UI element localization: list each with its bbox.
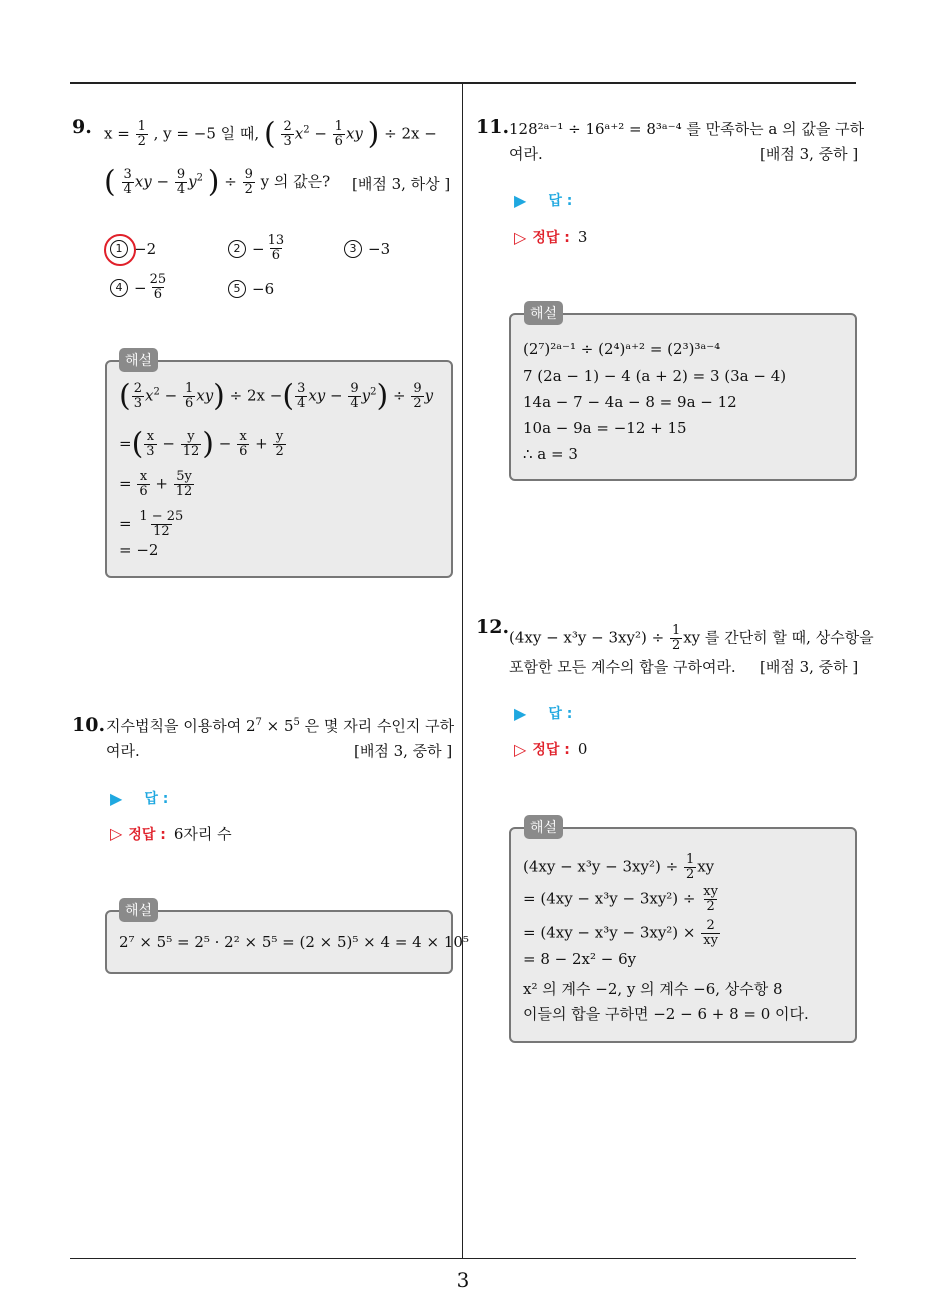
question-10-number: 10. [72, 714, 106, 736]
choice-number: 5 [228, 280, 246, 298]
question-9-solution-box [105, 360, 453, 578]
numerator: 5y [176, 469, 192, 484]
denominator: 12 [175, 484, 193, 499]
question-9-solution-tab: 해설 [119, 348, 158, 372]
answer-label: 답 : [144, 791, 169, 807]
fraction [273, 430, 285, 459]
choice-4[interactable] [110, 273, 169, 302]
sol11-line5: ∴ a = 3 [523, 445, 578, 463]
question-10-correct-row [110, 823, 232, 844]
question-10-line2: 여라. [106, 742, 140, 760]
play-arrow-icon: ▶ [110, 788, 123, 808]
denominator: 2 [244, 182, 253, 197]
sol11-line4: 10a − 9a = −12 + 15 [523, 419, 687, 437]
fraction [701, 919, 720, 948]
exponent: 2 [303, 124, 310, 136]
fraction [148, 273, 169, 302]
question-10-line1 [106, 716, 454, 736]
question-9-number: 9. [72, 116, 92, 138]
denominator: 2 [413, 396, 422, 411]
top-rule [70, 82, 856, 84]
fraction [181, 430, 202, 459]
paren-open: ( [131, 426, 144, 462]
play-arrow-icon: ▶ [514, 703, 527, 723]
var: xy [345, 124, 363, 143]
fraction [295, 382, 307, 411]
numerator: 2 [133, 381, 142, 396]
answer-label: 답 : [548, 706, 573, 722]
question-12-line1 [509, 624, 874, 653]
choice-sign: − [252, 239, 265, 258]
fraction [175, 168, 187, 197]
sol-text: ÷ 2x − [224, 386, 283, 405]
question-12-line2: 포함한 모든 계수의 합을 구하여라. [509, 658, 736, 676]
sol-text: = [119, 434, 132, 453]
q12-text: xy 를 간단히 할 때, 상수항을 [683, 628, 874, 647]
q9-text: ÷ 2x − [384, 124, 437, 143]
sol-text: = (4xy − x³y − 3xy²) × [523, 923, 701, 942]
numerator: 9 [413, 381, 422, 396]
denominator: 12 [182, 444, 200, 459]
paren-open: ( [119, 378, 131, 414]
denominator: 6 [184, 396, 194, 411]
fraction [266, 234, 287, 263]
fraction [411, 382, 423, 411]
sol9-line1: ( $\frac{2}{3}$ $x^2$ − $\frac{1}{6}$ xy) ÷ 2x −( $\frac{3}{4}$ xy − $\frac{9}{4}$ $y^2$) ÷ $\frac{9}{2}$ y [119, 378, 434, 414]
numerator: 1 [685, 852, 695, 867]
sol-text: = [119, 514, 132, 533]
outline-arrow-icon: ▷ [514, 739, 527, 759]
denominator: 6 [271, 248, 280, 263]
numerator: 1 [671, 623, 681, 638]
correct-value: 6자리 수 [173, 825, 232, 843]
denominator: 12 [153, 524, 170, 539]
correct-label: 정답 : [128, 826, 166, 843]
question-11-solution-tab: 해설 [524, 301, 563, 325]
choice-1[interactable] [110, 240, 156, 258]
question-12-correct-row [514, 739, 587, 759]
sol9-line4 [119, 510, 186, 539]
bottom-rule [70, 1258, 856, 1259]
paren-open: ( [282, 378, 295, 414]
sol12-line1 [523, 853, 714, 882]
numerator: y [187, 429, 195, 444]
numerator: 1 [137, 119, 146, 134]
correct-value: 0 [577, 740, 588, 758]
fraction [183, 382, 195, 411]
numerator: xy [703, 884, 718, 899]
sol12-line3 [523, 919, 721, 948]
denominator: 6 [239, 444, 248, 459]
question-12-solution-box [509, 827, 857, 1043]
denominator: 2 [137, 134, 146, 149]
exponent: 2 [153, 386, 160, 398]
fraction [137, 510, 185, 539]
sol12-line2 [523, 885, 721, 914]
var: y [188, 172, 197, 191]
fraction [701, 885, 720, 914]
denominator: 3 [146, 444, 155, 459]
sol-text: = (4xy − x³y − 3xy²) ÷ [523, 889, 701, 908]
sol10-line1: 2⁷ × 5⁵ = 2⁵ · 2² × 5⁵ = (2 × 5)⁵ × 4 = 4 × 10⁵ [119, 933, 469, 951]
paren-close: ) [207, 164, 220, 200]
var: x [294, 124, 304, 143]
op: − [159, 386, 182, 405]
var: y [361, 386, 371, 405]
numerator: 3 [297, 381, 306, 396]
var: xy [134, 172, 152, 191]
question-11-answer-row[interactable] [514, 190, 572, 210]
fraction [137, 470, 149, 499]
numerator: 2 [706, 918, 715, 933]
sol11-line3: 14a − 7 − 4a − 8 = 9a − 12 [523, 393, 737, 411]
answer-label: 답 : [548, 193, 573, 209]
exponent: 5 [293, 717, 300, 728]
numerator: y [275, 429, 284, 444]
fraction [136, 120, 148, 149]
sol-text: (4xy − x³y − 3xy²) ÷ [523, 857, 683, 876]
sol9-line2: =( $\frac{x}{3}$ − $\frac{y}{12}$ ) − $\frac{x}{6}$ + $\frac{y}{2}$ [119, 426, 284, 462]
var: xy [308, 386, 326, 405]
fraction [281, 120, 293, 149]
numerator: 2 [283, 119, 292, 134]
question-12-number: 12. [476, 616, 510, 638]
q9-text: y 의 값은? [260, 172, 331, 191]
question-12-score: [배점 3, 중하 ] [760, 658, 859, 676]
numerator: 9 [176, 167, 186, 182]
column-divider [462, 84, 463, 1258]
question-11-line1: 128²ᵃ⁻¹ ÷ 16ᵃ⁺² = 8³ᵃ⁻⁴ 를 만족하는 a 의 값을 구하 [509, 120, 865, 138]
denominator: 3 [133, 396, 142, 411]
choice-3[interactable] [344, 240, 390, 258]
question-12-answer-row[interactable] [514, 703, 572, 723]
q9-text: x = [104, 124, 135, 143]
numerator: 13 [267, 233, 285, 248]
fraction [144, 430, 156, 459]
numerator: 1 [334, 119, 343, 134]
question-10-solution-tab: 해설 [119, 898, 158, 922]
op: − [309, 124, 332, 143]
exponent: 7 [255, 717, 262, 728]
choice-value: −3 [368, 240, 391, 258]
question-11-score: [배점 3, 중하 ] [760, 145, 859, 163]
denominator: 4 [350, 396, 359, 411]
var: xy [196, 386, 214, 405]
choice-number: 1 [110, 240, 128, 258]
q10-text: 은 몇 자리 수인지 구하 [299, 717, 455, 735]
sol-text: = [119, 474, 132, 493]
paren-close: ) [213, 378, 225, 414]
fraction [670, 624, 682, 653]
question-9-line1 [104, 116, 437, 152]
denominator: 3 [283, 134, 292, 149]
q10-text: 지수법칙을 이용하여 2 [106, 717, 256, 735]
numerator: 25 [149, 272, 167, 287]
denominator: 2 [685, 867, 695, 882]
question-11-solution-box [509, 313, 857, 481]
question-11-number: 11. [476, 116, 510, 138]
denominator: 2 [671, 638, 681, 653]
op: − [325, 386, 348, 405]
exponent: 2 [196, 172, 203, 184]
choice-number: 3 [344, 240, 362, 258]
paren-close: ) [376, 378, 389, 414]
var: y [424, 386, 434, 405]
choice-value: −6 [252, 280, 275, 298]
correct-label: 정답 : [532, 742, 570, 758]
play-arrow-icon: ▶ [514, 190, 527, 210]
fraction [348, 382, 360, 411]
correct-label: 정답 : [532, 230, 570, 246]
outline-arrow-icon: ▷ [110, 824, 123, 843]
numerator: 9 [244, 167, 253, 182]
numerator: 1 [184, 381, 194, 396]
sol11-line2: 7 (2a − 1) − 4 (a + 2) = 3 (3a − 4) [523, 367, 787, 385]
denominator: 2 [275, 444, 284, 459]
outline-arrow-icon: ▷ [514, 227, 527, 247]
paren-close: ) [202, 426, 214, 462]
choice-number: 2 [228, 240, 246, 258]
question-11-correct-row [514, 227, 587, 247]
sol12-line5: x² 의 계수 −2, y 의 계수 −6, 상수항 8 [523, 980, 783, 998]
numerator: 3 [123, 167, 132, 182]
q12-text: (4xy − x³y − 3xy²) ÷ [509, 628, 669, 647]
fraction [684, 853, 696, 882]
sol11-line1: (2⁷)²ᵃ⁻¹ ÷ (2⁴)ᵃ⁺² = (2³)³ᵃ⁻⁴ [523, 340, 721, 358]
question-10-score: [배점 3, 중하 ] [354, 742, 453, 760]
paren-open: ( [263, 116, 276, 152]
denominator: 6 [139, 484, 148, 499]
fraction [122, 168, 134, 197]
numerator: x [239, 429, 247, 444]
numerator: 1 − 25 [139, 509, 184, 524]
denominator: 6 [334, 134, 343, 149]
numerator: x [139, 469, 148, 484]
op: − [151, 172, 174, 191]
denominator: 4 [176, 182, 186, 197]
q9-text: , y = −5 일 때, [153, 124, 260, 143]
denominator: xy [703, 933, 718, 948]
choice-value: −2 [134, 240, 157, 258]
sol12-line6: 이들의 합을 구하면 −2 − 6 + 8 = 0 이다. [523, 1005, 809, 1023]
choice-sign: − [134, 278, 147, 297]
question-9-line2: ( $\frac{3}{4}$ xy − $\frac{9}{4}$ $y^2$ ) ÷ $\frac{9}{2}$ y 의 값은? [104, 164, 331, 200]
numerator: 9 [350, 381, 359, 396]
selected-mark-icon [104, 234, 136, 266]
question-12-solution-tab: 해설 [524, 815, 563, 839]
correct-value: 3 [577, 228, 588, 246]
numerator: x [146, 429, 155, 444]
page-number: 3 [456, 1268, 470, 1292]
fraction [174, 470, 195, 499]
denominator: 4 [297, 396, 306, 411]
fraction [243, 168, 255, 197]
denominator: 2 [706, 899, 715, 914]
question-10-answer-row[interactable] [110, 788, 168, 808]
choice-5[interactable] [228, 280, 274, 298]
sol-text: xy [697, 857, 715, 876]
denominator: 6 [153, 287, 162, 302]
choice-2[interactable] [228, 234, 287, 263]
question-11-line2: 여라. [509, 145, 543, 163]
fraction [237, 430, 249, 459]
exponent: 2 [370, 386, 377, 398]
choice-number: 4 [110, 279, 128, 297]
paren-open: ( [104, 164, 116, 200]
q10-text: × 5 [261, 717, 294, 735]
sol12-line4: = 8 − 2x² − 6y [523, 950, 637, 968]
var: x [145, 386, 154, 405]
sol9-line3: = $\frac{x}{6}$ + $\frac{5y}{12}$ [119, 469, 193, 499]
question-9-score: [배점 3, 하상 ] [352, 175, 451, 193]
paren-close: ) [367, 116, 380, 152]
fraction [132, 382, 144, 411]
sol9-line5: = −2 [119, 541, 159, 559]
fraction [333, 120, 345, 149]
denominator: 4 [123, 182, 132, 197]
